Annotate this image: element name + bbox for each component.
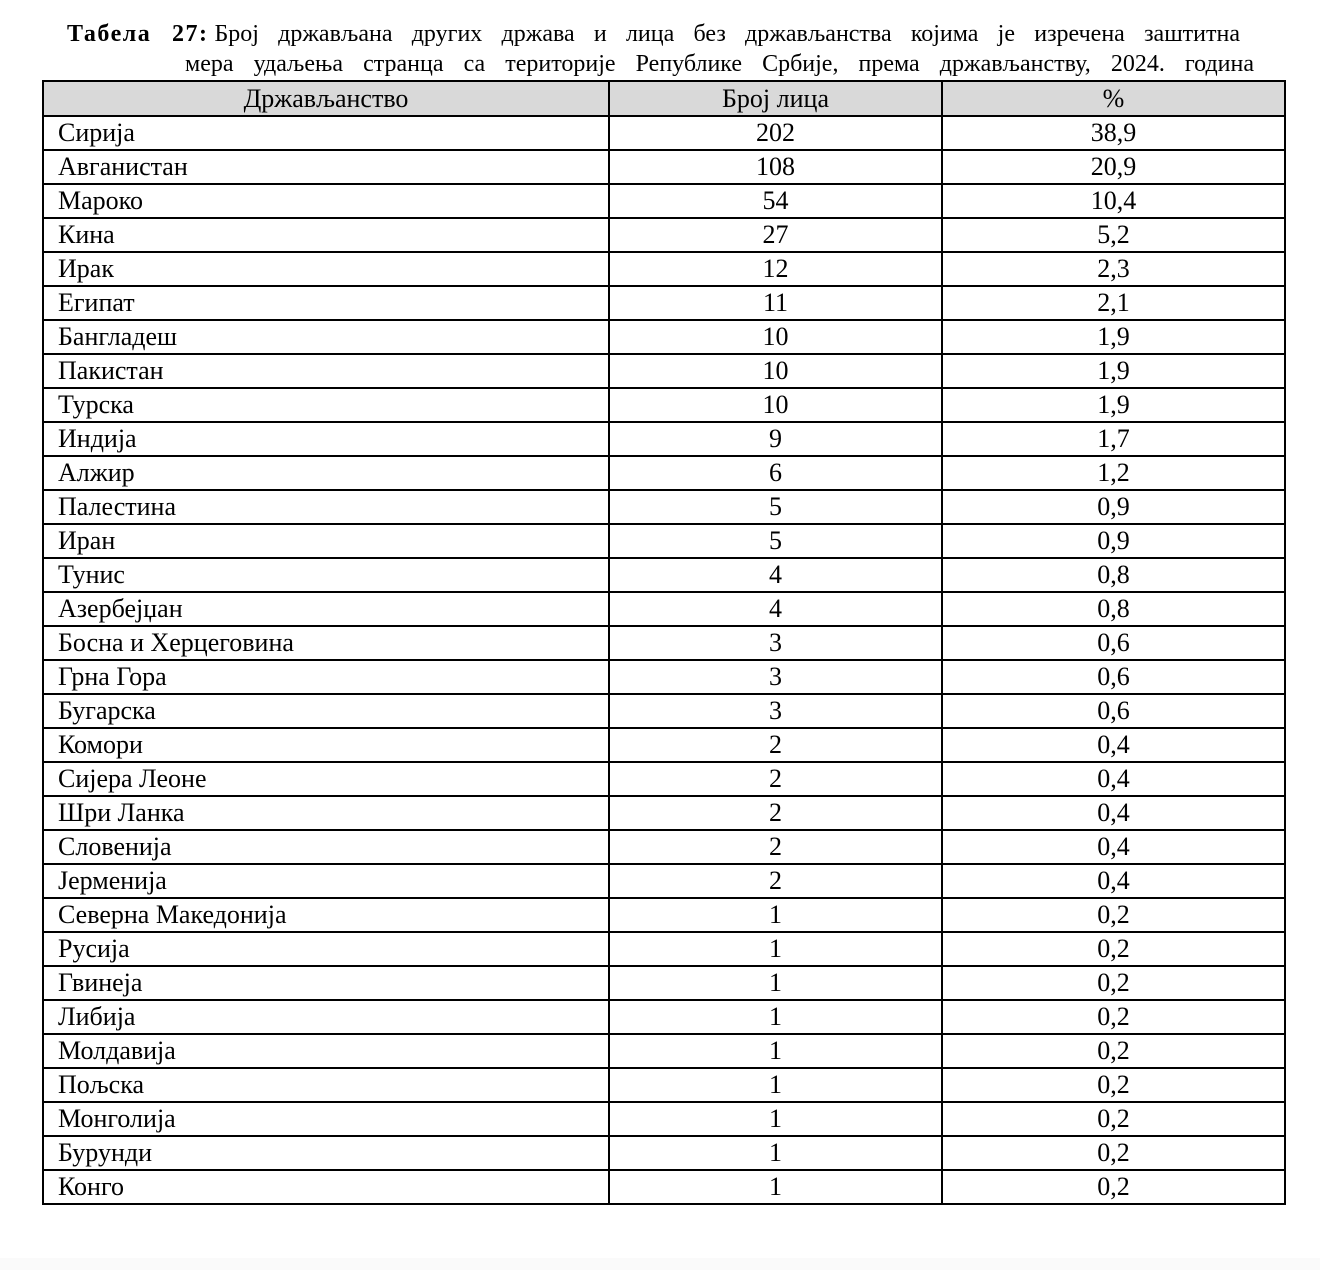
cell-citizenship: Пољска [43, 1068, 609, 1102]
cell-citizenship: Сирија [43, 116, 609, 150]
table-row [43, 116, 1285, 150]
table-row [43, 1000, 1285, 1034]
cell-citizenship: Грна Гора [43, 660, 609, 694]
cell-percent: 5,2 [942, 218, 1285, 252]
cell-count: 1 [609, 1102, 942, 1136]
cell-count: 3 [609, 694, 942, 728]
cell-citizenship: Јерменија [43, 864, 609, 898]
table-row [43, 320, 1285, 354]
cell-citizenship: Шри Ланка [43, 796, 609, 830]
cell-citizenship: Бурунди [43, 1136, 609, 1170]
cell-count: 5 [609, 490, 942, 524]
table-row [43, 898, 1285, 932]
cell-citizenship: Бугарска [43, 694, 609, 728]
caption-text-line-2: мера удаљења странца са територије Републике Србије, према држављанству, 2024. година [185, 51, 1254, 77]
cell-percent: 0,2 [942, 932, 1285, 966]
cell-count: 4 [609, 558, 942, 592]
table-row [43, 1034, 1285, 1068]
cell-count: 1 [609, 966, 942, 1000]
column-header-count: Број лица [609, 81, 942, 116]
cell-percent: 0,2 [942, 1034, 1285, 1068]
cell-citizenship: Босна и Херцеговина [43, 626, 609, 660]
cell-citizenship: Северна Македонија [43, 898, 609, 932]
cell-citizenship: Иран [43, 524, 609, 558]
table-row [43, 252, 1285, 286]
cell-count: 1 [609, 1170, 942, 1204]
cell-percent: 1,9 [942, 320, 1285, 354]
cell-count: 10 [609, 354, 942, 388]
cell-percent: 0,4 [942, 762, 1285, 796]
cell-citizenship: Либија [43, 1000, 609, 1034]
cell-citizenship: Комори [43, 728, 609, 762]
cell-citizenship: Палестина [43, 490, 609, 524]
cell-percent: 0,2 [942, 1136, 1285, 1170]
cell-citizenship: Конго [43, 1170, 609, 1204]
cell-count: 12 [609, 252, 942, 286]
cell-citizenship: Монголија [43, 1102, 609, 1136]
cell-percent: 0,2 [942, 1102, 1285, 1136]
cell-percent: 0,4 [942, 796, 1285, 830]
cell-count: 9 [609, 422, 942, 456]
table-header-row [43, 81, 1285, 116]
table-row [43, 354, 1285, 388]
cell-count: 1 [609, 932, 942, 966]
cell-percent: 0,4 [942, 830, 1285, 864]
cell-percent: 0,4 [942, 728, 1285, 762]
table-row [43, 864, 1285, 898]
cell-citizenship: Русија [43, 932, 609, 966]
cell-count: 10 [609, 388, 942, 422]
table-row [43, 932, 1285, 966]
cell-count: 3 [609, 660, 942, 694]
table-row [43, 490, 1285, 524]
table-row [43, 1136, 1285, 1170]
cell-count: 54 [609, 184, 942, 218]
cell-citizenship: Азербејџан [43, 592, 609, 626]
table-row [43, 1068, 1285, 1102]
cell-percent: 0,2 [942, 898, 1285, 932]
table-row [43, 286, 1285, 320]
cell-percent: 0,4 [942, 864, 1285, 898]
table-row [43, 592, 1285, 626]
cell-citizenship: Словенија [43, 830, 609, 864]
cell-citizenship: Алжир [43, 456, 609, 490]
table-row [43, 524, 1285, 558]
table-row [43, 184, 1285, 218]
table-row [43, 1102, 1285, 1136]
cell-percent: 0,8 [942, 592, 1285, 626]
cell-count: 10 [609, 320, 942, 354]
cell-count: 2 [609, 728, 942, 762]
cell-count: 2 [609, 762, 942, 796]
table-row [43, 558, 1285, 592]
cell-percent: 0,2 [942, 966, 1285, 1000]
cell-percent: 0,6 [942, 626, 1285, 660]
cell-citizenship: Египат [43, 286, 609, 320]
cell-percent: 2,3 [942, 252, 1285, 286]
cell-percent: 10,4 [942, 184, 1285, 218]
cell-percent: 2,1 [942, 286, 1285, 320]
cell-count: 4 [609, 592, 942, 626]
cell-count: 1 [609, 1136, 942, 1170]
cell-count: 1 [609, 1034, 942, 1068]
cell-percent: 0,2 [942, 1068, 1285, 1102]
cell-count: 1 [609, 898, 942, 932]
cell-citizenship: Кина [43, 218, 609, 252]
cell-citizenship: Индија [43, 422, 609, 456]
table-row [43, 388, 1285, 422]
cell-count: 27 [609, 218, 942, 252]
cell-count: 11 [609, 286, 942, 320]
cell-percent: 1,7 [942, 422, 1285, 456]
column-header-percent: % [942, 81, 1285, 116]
table-row [43, 1170, 1285, 1204]
cell-percent: 0,6 [942, 660, 1285, 694]
table-row [43, 422, 1285, 456]
cell-count: 6 [609, 456, 942, 490]
cell-citizenship: Тунис [43, 558, 609, 592]
table-row [43, 626, 1285, 660]
cell-count: 1 [609, 1000, 942, 1034]
cell-percent: 0,6 [942, 694, 1285, 728]
cell-percent: 0,8 [942, 558, 1285, 592]
cell-citizenship: Бангладеш [43, 320, 609, 354]
page-bottom-edge [0, 1258, 1320, 1270]
cell-percent: 20,9 [942, 150, 1285, 184]
cell-citizenship: Ирак [43, 252, 609, 286]
cell-citizenship: Сијера Леоне [43, 762, 609, 796]
table-row [43, 762, 1285, 796]
caption-line-1 [67, 20, 1240, 48]
table-row [43, 150, 1285, 184]
cell-percent: 1,2 [942, 456, 1285, 490]
cell-citizenship: Турска [43, 388, 609, 422]
cell-percent: 1,9 [942, 354, 1285, 388]
caption-text-line-1: Број држављана других држава и лица без држављанства којима је изречена заштитна [214, 21, 1240, 47]
cell-count: 2 [609, 830, 942, 864]
column-header-citizenship: Држављанство [43, 81, 609, 116]
table-row [43, 694, 1285, 728]
cell-citizenship: Гвинеја [43, 966, 609, 1000]
cell-count: 2 [609, 864, 942, 898]
cell-count: 2 [609, 796, 942, 830]
cell-count: 202 [609, 116, 942, 150]
cell-citizenship: Мароко [43, 184, 609, 218]
citizenship-table [42, 80, 1286, 1205]
table-row [43, 796, 1285, 830]
cell-percent: 0,2 [942, 1170, 1285, 1204]
cell-count: 3 [609, 626, 942, 660]
cell-count: 108 [609, 150, 942, 184]
cell-citizenship: Пакистан [43, 354, 609, 388]
table-row [43, 966, 1285, 1000]
table-row [43, 456, 1285, 490]
table-row [43, 728, 1285, 762]
table-row [43, 218, 1285, 252]
table-number-label: Табела 27: [67, 21, 209, 47]
cell-percent: 38,9 [942, 116, 1285, 150]
cell-percent: 1,9 [942, 388, 1285, 422]
table-row [43, 830, 1285, 864]
cell-count: 1 [609, 1068, 942, 1102]
cell-citizenship: Авганистан [43, 150, 609, 184]
table-row [43, 660, 1285, 694]
cell-percent: 0,9 [942, 524, 1285, 558]
cell-count: 5 [609, 524, 942, 558]
cell-citizenship: Молдавија [43, 1034, 609, 1068]
cell-percent: 0,9 [942, 490, 1285, 524]
table-body [43, 116, 1285, 1204]
cell-percent: 0,2 [942, 1000, 1285, 1034]
